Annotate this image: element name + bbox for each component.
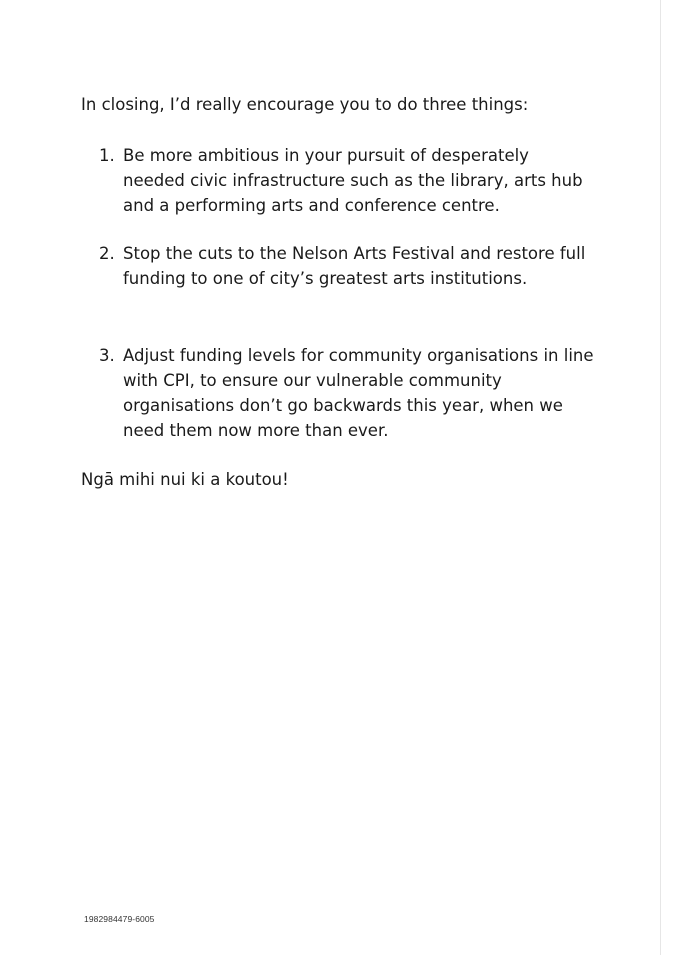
list-item-number: 1.	[99, 146, 115, 165]
list-item-line: organisations don’t go backwards this year, when we	[123, 396, 563, 415]
list-item-line: Be more ambitious in your pursuit of desperately	[123, 146, 529, 165]
list-item-line: funding to one of city’s greatest arts institutions.	[123, 269, 528, 288]
list-item-text	[123, 241, 623, 291]
closing-greeting: Ngā mihi nui ki a koutou!	[81, 470, 289, 489]
page-edge-shadow	[660, 0, 661, 955]
intro-paragraph: In closing, I’d really encourage you to do three things:	[81, 95, 529, 114]
list-item-line: need them now more than ever.	[123, 421, 389, 440]
list-item-line: Adjust funding levels for community organisations in line	[123, 346, 594, 365]
list-item-number: 3.	[99, 346, 115, 365]
list-item-line: Stop the cuts to the Nelson Arts Festival and restore full	[123, 244, 586, 263]
list-item-text	[123, 143, 623, 218]
list-item-line: needed civic infrastructure such as the library, arts hub	[123, 171, 583, 190]
document-id: 1982984479-6005	[84, 914, 155, 924]
list-item-number: 2.	[99, 244, 115, 263]
list-item-line: with CPI, to ensure our vulnerable community	[123, 371, 502, 390]
list-item-line: and a performing arts and conference centre.	[123, 196, 500, 215]
list-item-text	[123, 343, 623, 443]
